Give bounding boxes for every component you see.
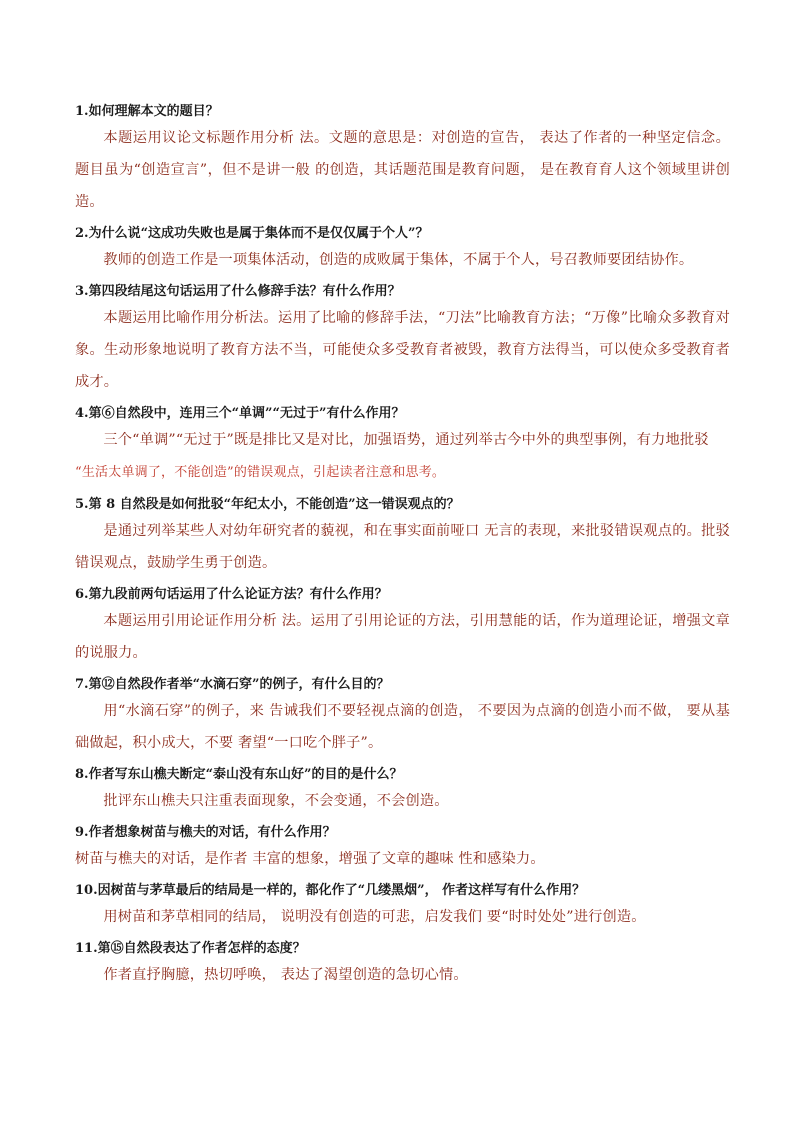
qa-item-6 (75, 585, 730, 669)
question-10: 10.因树苗与茅草最后的结局是一样的，都化作了“几缕黑烟”， 作者这样写有什么作用？ (75, 883, 586, 898)
answer-6: 本题运用引用论证作用分析 法。运用了引用论证的方法，引用慧能的话，作为道理论证，增强文章的说服力。 (75, 613, 730, 661)
answer-4-highlight: “生活太单调了，不能创造”的错误观点，引起读者注意和思考。 (75, 465, 446, 480)
answer-2: 教师的创造工作是一项集体活动，创造的成败属于集体，不属于个人，号召教师要团结协作。 (103, 252, 694, 268)
answer-9: 树苗与樵夫的对话，是作者 丰富的想象，增强了文章的趣味 性和感染力。 (75, 851, 545, 867)
question-4: 4.第⑥自然段中，连用三个“单调”“无过于”有什么作用？ (75, 406, 405, 421)
question-9: 9.作者想象树苗与樵夫的对话，有什么作用？ (75, 825, 336, 840)
qa-item-2 (75, 224, 730, 276)
answer-1: 本题运用议论文标题作用分析 法。文题的意思是：对创造的宣告， 表达了作者的一种坚定信念。题目虽为“创造宣言”，但不是讲一般 的创造，其话题范围是教育问题， 是在教育育人这个领域里讲创造。 (75, 130, 730, 210)
qa-item-1 (75, 102, 730, 218)
answer-5: 是通过列举某些人对幼年研究者的藐视，和在事实面前哑口 无言的表现，来批驳错误观点的。批驳错误观点，鼓励学生勇于创造。 (75, 523, 730, 571)
question-7: 7.第⑫自然段作者举“水滴石穿”的例子，有什么目的？ (75, 677, 390, 692)
qa-item-4 (75, 404, 730, 489)
question-6: 6.第九段前两句话运用了什么论证方法？有什么作用？ (75, 587, 388, 602)
question-1: 1.如何理解本文的题目？ (75, 104, 219, 119)
answer-11: 作者直抒胸臆，热切呼唤， 表达了渴望创造的急切心情。 (103, 967, 468, 983)
answer-4 (75, 424, 730, 489)
qa-item-9 (75, 823, 730, 875)
question-5: 5.第 8 自然段是如何批驳“年纪太小，不能创造”这一错误观点的？ (75, 497, 460, 512)
qa-item-3 (75, 282, 730, 398)
qa-item-7 (75, 675, 730, 759)
document-page (75, 96, 730, 991)
answer-7: 用“水滴石穿”的例子，来 告诫我们不要轻视点滴的创造， 不要因为点滴的创造小而不做， 要从基础做起，积小成大，不要 奢望“一口吃个胖子”。 (75, 703, 730, 751)
answer-3: 本题运用比喻作用分析法。运用了比喻的修辞手法，“刀法”比喻教育方法；“万像”比喻众多教育对象。生动形象地说明了教育方法不当，可能使众多受教育者被毁，教育方法得当，可以使众多受教育者成才。 (75, 310, 730, 390)
answer-8: 批评东山樵夫只注重表面现象，不会变通，不会创造。 (103, 793, 449, 809)
question-11: 11.第⑮自然段表达了作者怎样的态度？ (75, 941, 306, 956)
answer-10: 用树苗和茅草相同的结局， 说明没有创造的可悲，启发我们 要“时时处处”进行创造。 (103, 909, 646, 925)
question-8: 8.作者写东山樵夫断定“泰山没有东山好”的目的是什么？ (75, 767, 403, 782)
question-2: 2.为什么说“这成功失败也是属于集体而不是仅仅属于个人”？ (75, 226, 429, 241)
qa-item-10 (75, 881, 730, 933)
qa-item-5 (75, 495, 730, 579)
answer-4-text: 三个“单调”“无过于”既是排比又是对比，加强语势，通过列举古今中外的典型事例，有力地批驳 (103, 432, 709, 448)
qa-item-11 (75, 939, 730, 991)
qa-item-8 (75, 765, 730, 817)
question-3: 3.第四段结尾这句话运用了什么修辞手法？有什么作用？ (75, 284, 401, 299)
